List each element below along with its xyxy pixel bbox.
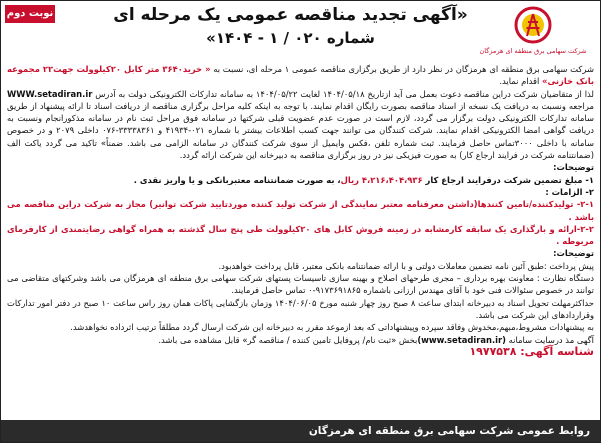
conditions-text: به پیشنهادات مشروط،مبهم،مخدوش وفاقد سپرده وپیشنهاداتی که بعد ازموعد مقرر به دبیرخانه این شرکت ارسال گردد مطلقاً ترتیب اثرداده نخواهدشد.	[70, 322, 594, 333]
guarantee-amount: ۴،۲۱۶،۴۰۴،۹۳۶ ریال	[340, 174, 423, 185]
intro-paragraph	[7, 63, 594, 88]
intro-text: شرکت سهامی برق منطقه ای هرمزگان در نظر دارد از طریق برگزاری مناقصه عمومی ۱ مرحله ای، نسبت به	[210, 64, 594, 74]
prepayment-text: پیش پرداخت :طبق آئین نامه تضمین معاملات دولتی و با ارائه ضمانتنامه بانکی معتبر، قابل پرداخت خواهدبود.	[218, 260, 594, 271]
ad-number: شناسه آگهی: ۱۹۷۷۵۳۸	[469, 344, 594, 358]
notice-title: «آگهی تجدید مناقصه عمومی یک مرحله ای	[113, 5, 468, 25]
note-requirements: ۲- الزامات :	[545, 186, 594, 197]
guarantee-terms: ، به صورت ضمانتنامه معتبربانکی و یا واریز نقدی .	[133, 174, 341, 185]
note-guarantee	[7, 174, 594, 186]
deadline-text: حداکثرمهلت تحویل اسناد به دبیرخانه ابتدای ساعت ۸ صبح روز چهار شنبه مورخ ۱۴۰۴/۰۶/۰۵ وزمان بازگشایی پاکات همان روز راس ساعت ۱۰ صبح در دفتر امور تدارکات وقراردادهای این شرکت می باشد.	[7, 297, 594, 320]
round-badge: نوبت دوم	[5, 5, 55, 23]
instructions-text-rest: مراجعه ونسبت به دریافت یک نسخه از اسناد مناقصه بصورت رایگان اقدام نمایند. با توجه به اینکه کلیه مراحل برگزاری مناقصه از دریافت اسناد تا ارائه پیشنهاد از طریق سامانه تدارکات الکترونیکی دولت برگزار می گردد، لازم است در صورت عدم عضویت قبلی شرکتها در سامانه فوق مراحل ثبت نام در سامانه مذکورانجام ونسبت به دریافت گواهی امضا الکترونیکی اقدام نمایند. شرکت کنندگان می توانند جهت کسب اطلاعات بیشتر با شماره ۰۲۱-۴۱۹۳۴ و ۳۳۳۳۸۳۶۱-۰۷۶ داخلی ۲۰۷۹ و در خصوص سامانه با داخلی ۳۰۰۰تماس حاصل فرمایند. ثبت شماره تلفن ،فکس وایمیل از سوی شرکت کنندگان در سامانه الزامی می باشد. ضمناً» تاکید می گردد یاکت الف (ضمانتنامه شرکت در فرایند ارجاع کار) به صورت فیزیکی نیز در روز برگزاری مناقصه به دبیرخانه این شرکت ارائه گردد.	[7, 100, 595, 161]
notes2-heading: توضیحات:	[553, 248, 594, 259]
power-tower-logo-icon	[474, 5, 592, 45]
setad-link[interactable]: WWW.setadiran.ir	[7, 88, 93, 99]
site-reference	[7, 334, 594, 346]
footer-bar: روابط عمومی شرکت سهامی برق منطقه ای هرمزگان	[1, 420, 600, 442]
instructions-paragraph	[7, 88, 594, 162]
notice-title-block	[111, 3, 470, 49]
company-logo	[474, 5, 592, 67]
intro-text-end: اقدام نماید.	[499, 76, 543, 87]
notes-heading: توضیحات:	[553, 162, 594, 173]
setad-link-2[interactable]: (www.setadiran.ir)	[417, 334, 506, 345]
site-reference-text: آگهی مذ درسایت سامانه	[505, 334, 594, 345]
notice-body	[7, 63, 594, 358]
supervision-text: دستگاه نظارت : معاونت بهره برداری – مجری طرحهای اصلاح و بهینه سازی تاسیسات پستهای شرکت سهامی برق منطقه ای هرمزگان می باشد وشرکتهای متقاضی می توانند در خصوص سئوالات فنی خود با آقای مهندس ارزانی باشماره ۹۱۷۳۶۹۱۸۶۵-۰ تماس حاصل فرمایند.	[7, 273, 594, 296]
instructions-text: لذا از متقاضیان شرکت دراین مناقصه دعوت بعمل می آید ازتاریخ ۱۴۰۴/۰۵/۱۸ لغایت ۱۴۰۴/۰۵/۲۲ به سامانه تدارکات الکترونیکی دولت به آدرس	[92, 88, 594, 99]
guarantee-label: ۱- مبلغ تضمین شرکت درفرایند ارجاع کار	[422, 174, 594, 185]
requirement-2: ۲-۲-ارائه و بارگذاری یک سابقه کارمشابه در زمینه فروش کابل های ۲۰کیلوولت طی پنج سال گذشته به همراه گواهی رضایتمندی از کارفرمای مربوطه .	[7, 223, 594, 247]
tender-subject: « خرید۳۶۴۰ متر کابل ۲۰کیلوولت جهت۲۲ مجموعه بانک خازنی»	[7, 64, 594, 87]
notice-number: شماره ۰۲۰ / ۱ - ۱۴۰۴»	[206, 29, 375, 47]
logo-caption: شرکت سهامی برق منطقه ای هرمزگان	[479, 47, 587, 55]
requirement-1: ۲-۱- تولیدکننده/تامین کنندها(داشتن معرفنامه معتبر نمایندگی از شرکت تولید کننده موردتایید شرکت توانیر) مجاز به شرکت دراین مناقصه می باشد .	[7, 199, 594, 222]
site-reference-end: بخش «ثبت نام/ پروفایل تامین کننده / مناقصه گر» قابل مشاهده می باشد.	[158, 334, 418, 345]
